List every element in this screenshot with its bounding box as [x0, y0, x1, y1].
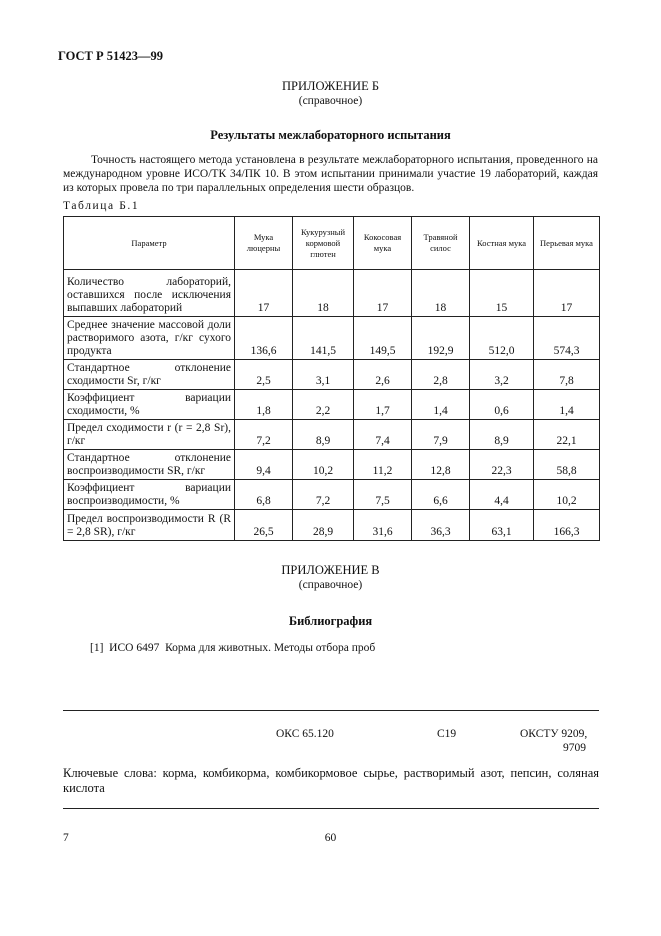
value-cell: 4,4: [470, 480, 534, 510]
value-cell: 3,1: [293, 360, 354, 390]
footer-left-number: 7: [63, 832, 69, 844]
value-cell: 58,8: [534, 450, 600, 480]
column-header: Перьевая мука: [534, 217, 600, 270]
value-cell: 9,4: [235, 450, 293, 480]
value-cell: 36,3: [412, 510, 470, 541]
document-code: ГОСТ Р 51423—99: [58, 49, 164, 63]
intro-paragraph: [63, 153, 598, 195]
value-cell: 7,2: [293, 480, 354, 510]
value-cell: 18: [293, 270, 354, 317]
results-table: [63, 216, 600, 541]
table-row: [64, 450, 600, 480]
value-cell: 7,2: [235, 420, 293, 450]
value-cell: 2,8: [412, 360, 470, 390]
value-cell: 1,8: [235, 390, 293, 420]
intro-paragraph-text: Точность настоящего метода установлена в результате межлабораторного испытания, проведенного на международном уровне ИСО/ТК 34/ПК 10. В этом испытании принимали участие 19 лабораторий, каждая из которых провела по три параллельных определения шести образцов.: [63, 154, 598, 194]
keywords: Ключевые слова: корма, комбикорма, комбикормовое сырье, растворимый азот, пепсин, соляная кислота: [63, 766, 599, 795]
value-cell: 1,7: [354, 390, 412, 420]
column-header: Кокосовая мука: [354, 217, 412, 270]
divider-bottom: [63, 808, 599, 809]
param-cell: Стандартное отклонение сходимости Sr, г/кг: [64, 360, 235, 390]
param-cell: Количество лабораторий, оставшихся после исключения выпавших лабораторий: [64, 270, 235, 317]
value-cell: 149,5: [354, 317, 412, 360]
value-cell: 28,9: [293, 510, 354, 541]
table-row: [64, 420, 600, 450]
oks-code: ОКС 65.120: [276, 728, 334, 740]
column-header: Мука люцерны: [235, 217, 293, 270]
value-cell: 2,5: [235, 360, 293, 390]
value-cell: 10,2: [534, 480, 600, 510]
value-cell: 26,5: [235, 510, 293, 541]
bibliography-heading: Библиография: [288, 614, 373, 628]
table-caption: Таблица Б.1: [63, 200, 140, 212]
param-cell: Предел воспроизводимости R (R = 2,8 SR), г/кг: [64, 510, 235, 541]
okstu-code: ОКСТУ 9209,: [520, 728, 588, 740]
appendix-b-title: ПРИЛОЖЕНИЕ Б: [281, 79, 380, 93]
value-cell: 8,9: [293, 420, 354, 450]
value-cell: 8,9: [470, 420, 534, 450]
value-cell: 2,6: [354, 360, 412, 390]
value-cell: 7,5: [354, 480, 412, 510]
param-cell: Коэффициент вариации воспроизводимости, %: [64, 480, 235, 510]
value-cell: 2,2: [293, 390, 354, 420]
table-row: [64, 390, 600, 420]
value-cell: 63,1: [470, 510, 534, 541]
value-cell: 3,2: [470, 360, 534, 390]
param-cell: Коэффициент вариации сходимости, %: [64, 390, 235, 420]
value-cell: 512,0: [470, 317, 534, 360]
value-cell: 1,4: [412, 390, 470, 420]
value-cell: 0,6: [470, 390, 534, 420]
value-cell: 192,9: [412, 317, 470, 360]
value-cell: 574,3: [534, 317, 600, 360]
column-header: Параметр: [64, 217, 235, 270]
appendix-v-subtitle: (справочное): [298, 579, 363, 591]
appendix-b-heading: Результаты межлабораторного испытания: [210, 128, 451, 142]
value-cell: 31,6: [354, 510, 412, 541]
value-cell: 17: [354, 270, 412, 317]
column-header: Кукурузный кормовой глютен: [293, 217, 354, 270]
value-cell: 10,2: [293, 450, 354, 480]
value-cell: 7,9: [412, 420, 470, 450]
value-cell: 18: [412, 270, 470, 317]
appendix-b-subtitle: (справочное): [298, 95, 363, 107]
param-cell: Среднее значение массовой доли растворимого азота, г/кг сухого продукта: [64, 317, 235, 360]
value-cell: 7,8: [534, 360, 600, 390]
value-cell: 6,6: [412, 480, 470, 510]
column-header: Травяной силос: [412, 217, 470, 270]
value-cell: 6,8: [235, 480, 293, 510]
table-row: [64, 317, 600, 360]
appendix-v-title: ПРИЛОЖЕНИЕ В: [281, 563, 380, 577]
classifier-code: С19: [437, 728, 457, 740]
okstu-code-continued: 9709: [563, 742, 586, 754]
value-cell: 17: [534, 270, 600, 317]
param-cell: Стандартное отклонение воспроизводимости SR, г/кг: [64, 450, 235, 480]
value-cell: 22,1: [534, 420, 600, 450]
value-cell: 17: [235, 270, 293, 317]
value-cell: 15: [470, 270, 534, 317]
value-cell: 136,6: [235, 317, 293, 360]
value-cell: 12,8: [412, 450, 470, 480]
bibliography-reference: [1] ИСО 6497 Корма для животных. Методы отбора проб: [90, 642, 376, 654]
value-cell: 1,4: [534, 390, 600, 420]
value-cell: 7,4: [354, 420, 412, 450]
value-cell: 166,3: [534, 510, 600, 541]
table-row: [64, 510, 600, 541]
value-cell: 11,2: [354, 450, 412, 480]
value-cell: 22,3: [470, 450, 534, 480]
param-cell: Предел сходимости r (r = 2,8 Sr), г/кг: [64, 420, 235, 450]
table-header-row: [64, 217, 600, 270]
page-number: 60: [324, 832, 337, 844]
table-row: [64, 480, 600, 510]
table-row: [64, 270, 600, 317]
table-row: [64, 360, 600, 390]
value-cell: 141,5: [293, 317, 354, 360]
divider-top: [63, 710, 599, 711]
column-header: Костная мука: [470, 217, 534, 270]
